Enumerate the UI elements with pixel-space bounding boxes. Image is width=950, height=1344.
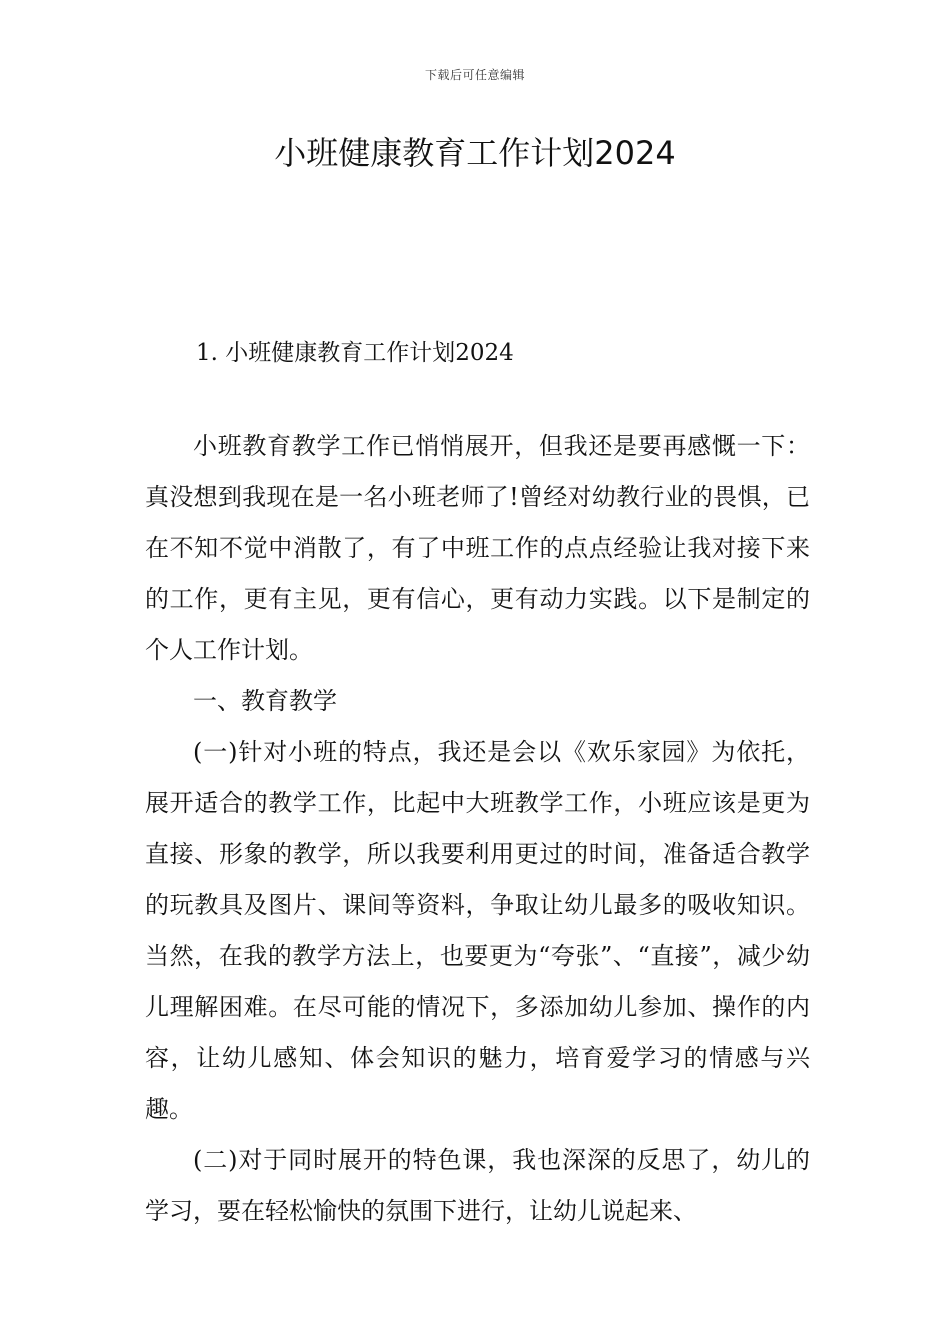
paragraph-item-1: (一)针对小班的特点，我还是会以《欢乐家园》为依托，展开适合的教学工作，比起中大班教学工作，小班应该是更为直接、形象的教学，所以我要利用更过的时间，准备适合教学的玩教具及图片、课间等资料，争取让幼儿最多的吸收知识。当然，在我的教学方法上，也要更为“夸张”、“直接”，减少幼儿理解困难。在尽可能的情况下，多添加幼儿参加、操作的内容，让幼儿感知、体会知识的魅力，培育爱学习的情感与兴趣。 bbox=[145, 738, 810, 1123]
document-title: 小班健康教育工作计划2024 bbox=[274, 134, 676, 172]
header-note: 下载后可任意编辑 bbox=[424, 68, 525, 82]
paragraph-heading-teaching: 一、教育教学 bbox=[193, 687, 337, 715]
document-body bbox=[145, 421, 810, 1237]
paragraph-item-2: (二)对于同时展开的特色课，我也深深的反思了，幼儿的学习，要在轻松愉快的氛围下进行，让幼儿说起来、 bbox=[145, 1146, 810, 1225]
paragraph-intro: 小班教育教学工作已悄悄展开，但我还是要再感慨一下：真没想到我现在是一名小班老师了!曾经对幼教行业的畏惧，已在不知不觉中消散了，有了中班工作的点点经验让我对接下来的工作，更有主见，更有信心，更有动力实践。以下是制定的个人工作计划。 bbox=[145, 432, 810, 664]
section-heading: 1. 小班健康教育工作计划2024 bbox=[196, 340, 514, 366]
